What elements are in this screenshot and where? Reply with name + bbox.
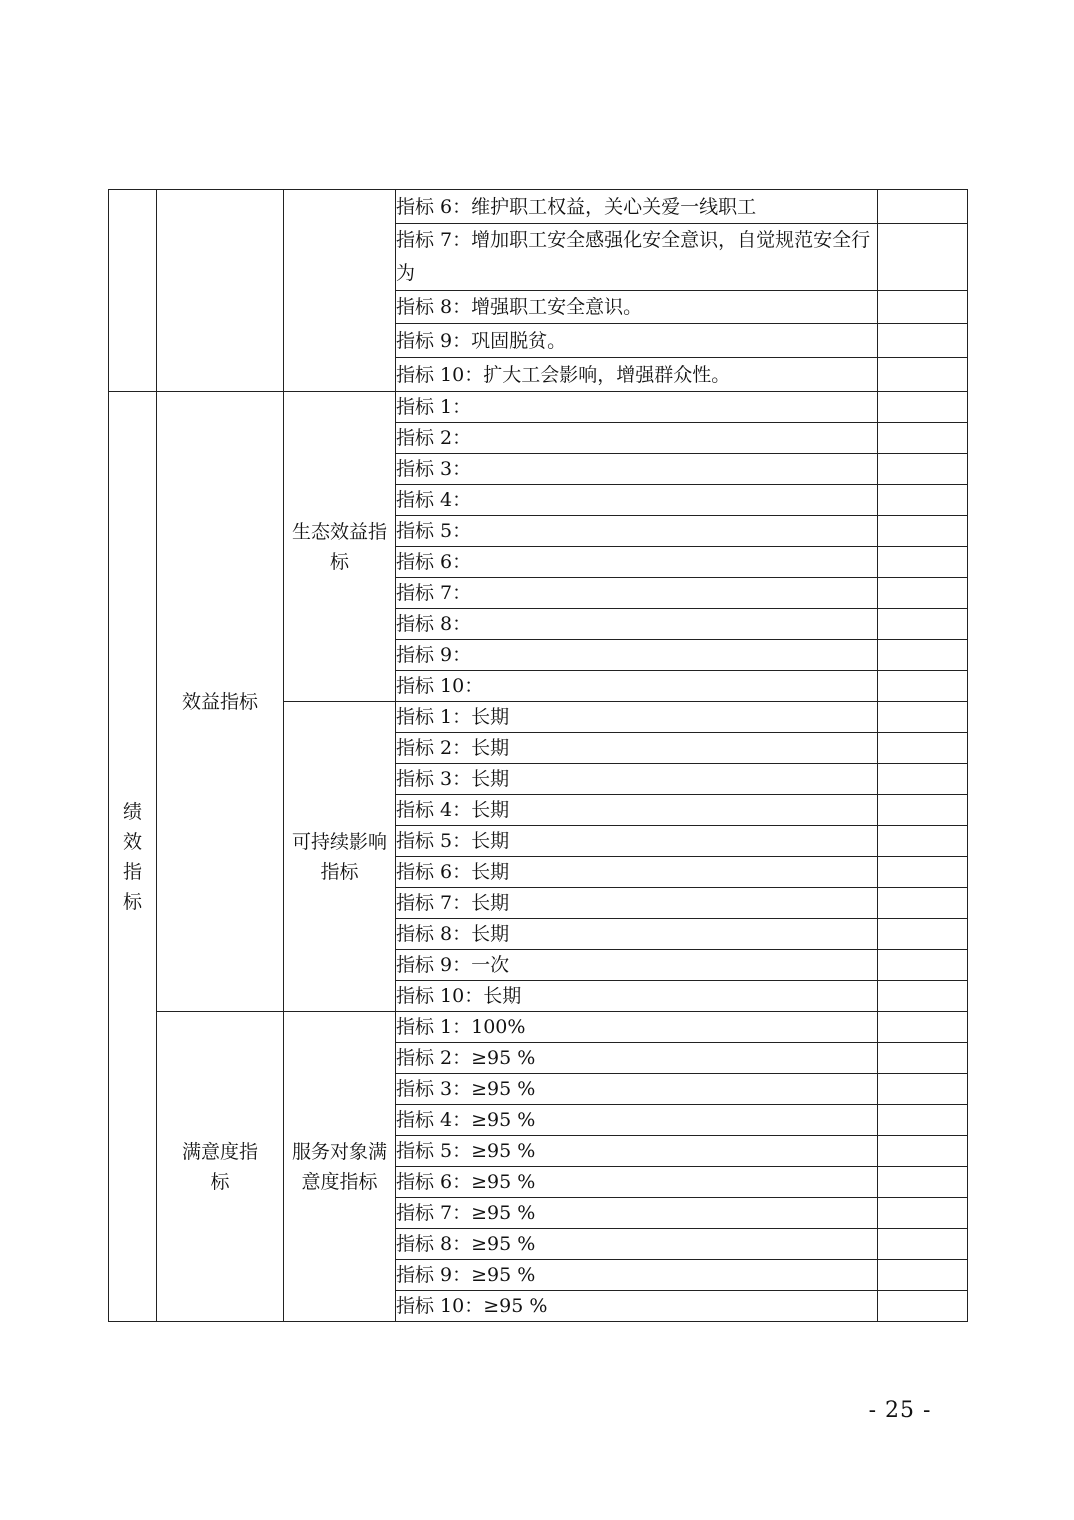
performance-indicator-table	[108, 189, 968, 1322]
value-cell	[878, 224, 968, 291]
table-row	[109, 190, 968, 224]
table-row	[109, 1012, 968, 1043]
value-cell	[878, 485, 968, 516]
indicator-cell: 指标 10：扩大工会影响，增强群众性。	[396, 358, 878, 392]
performance-indicator-label	[109, 392, 157, 1322]
value-cell	[878, 733, 968, 764]
page-number: - 25 -	[868, 1398, 932, 1423]
indicator-cell: 指标 4：	[396, 485, 878, 516]
indicator-cell: 指标 4：≥95 %	[396, 1105, 878, 1136]
indicator-cell: 指标 7：增加职工安全感强化安全意识，自觉规范安全行为	[396, 224, 878, 291]
value-cell	[878, 764, 968, 795]
indicator-cell: 指标 6：	[396, 547, 878, 578]
indicator-cell: 指标 9：≥95 %	[396, 1260, 878, 1291]
value-cell	[878, 795, 968, 826]
indicator-cell: 指标 3：长期	[396, 764, 878, 795]
indicator-cell: 指标 8：增强职工安全意识。	[396, 291, 878, 324]
indicator-cell: 指标 5：	[396, 516, 878, 547]
label-char: 绩	[122, 800, 142, 823]
value-cell	[878, 1198, 968, 1229]
indicator-cell: 指标 6：≥95 %	[396, 1167, 878, 1198]
indicator-cell: 指标 10：	[396, 671, 878, 702]
indicator-cell: 指标 10：≥95 %	[396, 1291, 878, 1322]
value-cell	[878, 516, 968, 547]
indicator-cell: 指标 2：≥95 %	[396, 1043, 878, 1074]
value-cell	[878, 324, 968, 358]
table-row	[109, 392, 968, 423]
value-cell	[878, 358, 968, 392]
indicator-cell: 指标 8：	[396, 609, 878, 640]
value-cell	[878, 1136, 968, 1167]
sustainable-impact-label: 可持续影响指标	[284, 702, 396, 1012]
value-cell	[878, 640, 968, 671]
value-cell	[878, 671, 968, 702]
indicator-cell: 指标 2：长期	[396, 733, 878, 764]
value-cell	[878, 950, 968, 981]
indicator-cell: 指标 6：维护职工权益，关心关爱一线职工	[396, 190, 878, 224]
value-cell	[878, 423, 968, 454]
indicator-cell: 指标 5：≥95 %	[396, 1136, 878, 1167]
empty-category-cell	[109, 190, 157, 392]
value-cell	[878, 1229, 968, 1260]
value-cell	[878, 454, 968, 485]
label-char: 效	[122, 830, 142, 853]
value-cell	[878, 1105, 968, 1136]
indicator-cell: 指标 7：≥95 %	[396, 1198, 878, 1229]
value-cell	[878, 392, 968, 423]
indicator-cell: 指标 3：	[396, 454, 878, 485]
service-satisfaction-label: 服务对象满意度指标	[284, 1012, 396, 1322]
indicator-cell: 指标 9：	[396, 640, 878, 671]
value-cell	[878, 190, 968, 224]
satisfaction-indicator-label: 满意度指标	[157, 1012, 284, 1322]
benefit-indicator-label: 效益指标	[157, 392, 284, 1012]
value-cell	[878, 609, 968, 640]
empty-subcategory-cell	[157, 190, 284, 392]
indicator-cell: 指标 7：	[396, 578, 878, 609]
label-char: 指	[122, 860, 142, 883]
value-cell	[878, 1167, 968, 1198]
value-cell	[878, 981, 968, 1012]
indicator-cell: 指标 3：≥95 %	[396, 1074, 878, 1105]
value-cell	[878, 826, 968, 857]
value-cell	[878, 1012, 968, 1043]
value-cell	[878, 857, 968, 888]
value-cell	[878, 1043, 968, 1074]
indicator-cell: 指标 10：长期	[396, 981, 878, 1012]
indicator-cell: 指标 9：巩固脱贫。	[396, 324, 878, 358]
indicator-cell: 指标 8：≥95 %	[396, 1229, 878, 1260]
indicator-cell: 指标 5：长期	[396, 826, 878, 857]
value-cell	[878, 578, 968, 609]
indicator-cell: 指标 7：长期	[396, 888, 878, 919]
indicator-cell: 指标 6：长期	[396, 857, 878, 888]
indicator-cell: 指标 1：	[396, 392, 878, 423]
indicator-cell: 指标 8：长期	[396, 919, 878, 950]
label-char: 标	[122, 890, 142, 913]
empty-group-cell	[284, 190, 396, 392]
value-cell	[878, 919, 968, 950]
value-cell	[878, 291, 968, 324]
indicator-cell: 指标 9：一次	[396, 950, 878, 981]
indicator-cell: 指标 4：长期	[396, 795, 878, 826]
value-cell	[878, 1074, 968, 1105]
value-cell	[878, 1260, 968, 1291]
indicator-cell: 指标 1：长期	[396, 702, 878, 733]
value-cell	[878, 888, 968, 919]
indicator-cell: 指标 1：100%	[396, 1012, 878, 1043]
value-cell	[878, 547, 968, 578]
value-cell	[878, 702, 968, 733]
value-cell	[878, 1291, 968, 1322]
indicator-cell: 指标 2：	[396, 423, 878, 454]
ecological-benefit-label: 生态效益指标	[284, 392, 396, 702]
